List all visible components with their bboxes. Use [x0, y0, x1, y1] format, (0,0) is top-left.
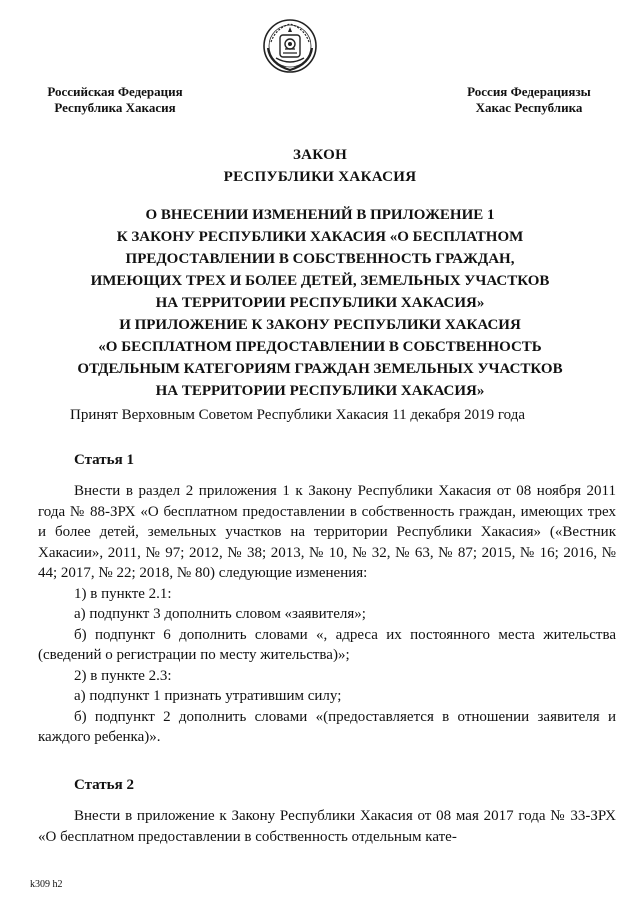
- header-left: [30, 84, 200, 116]
- law-title: [0, 144, 640, 188]
- law-subject-line: ПРЕДОСТАВЛЕНИИ В СОБСТВЕННОСТЬ ГРАЖДАН,: [125, 251, 515, 267]
- header-right: [444, 84, 614, 116]
- law-subject: [40, 204, 600, 402]
- article-2-heading: Статья 2: [74, 777, 134, 793]
- article-1-item: 2) в пункте 2.3:: [74, 667, 172, 684]
- article-1-heading: Статья 1: [74, 452, 134, 468]
- khakassia-coat-of-arms-icon: [262, 18, 318, 74]
- law-subject-line: К ЗАКОНУ РЕСПУБЛИКИ ХАКАСИЯ «О БЕСПЛАТНОМ: [116, 229, 524, 245]
- law-subject-line: НА ТЕРРИТОРИИ РЕСПУБЛИКИ ХАКАСИЯ»: [155, 295, 485, 311]
- header-left-line2: Республика Хакасия: [54, 100, 176, 115]
- law-subject-line: ОТДЕЛЬНЫМ КАТЕГОРИЯМ ГРАЖДАН ЗЕМЕЛЬНЫХ УЧАСТКОВ: [77, 361, 563, 377]
- article-2-paragraph: Внести в приложение к Закону Республики Хакасия от 08 мая 2017 года № 33-ЗРХ «О бесплатном предоставлении в собственность отдельным кате-: [38, 808, 616, 845]
- article-1-item: б) подпункт 6 дополнить словами «, адреса их постоянного места жительства (сведений о регистрации по месту жительства)»;: [38, 626, 616, 663]
- article-2-body: [38, 806, 616, 847]
- law-subject-line: ИМЕЮЩИХ ТРЕХ И БОЛЕЕ ДЕТЕЙ, ЗЕМЕЛЬНЫХ УЧАСТКОВ: [90, 273, 550, 289]
- article-1-body: [38, 481, 616, 748]
- adoption-statement: Принят Верховным Советом Республики Хакасия 11 декабря 2019 года: [70, 407, 525, 423]
- law-subject-line: «О БЕСПЛАТНОМ ПРЕДОСТАВЛЕНИИ В СОБСТВЕННОСТЬ: [98, 339, 542, 355]
- article-1-paragraph: Внести в раздел 2 приложения 1 к Закону Республики Хакасия от 08 ноября 2011 года № 88-ЗРХ «О бесплатном предоставлении в собственность граждан, имеющих трех и более детей, земельных участков на территории Республики Хакасия» («Вестник Хакасии», 2011, № 97; 2012, № 38; 2013, № 10, № 32, № 63, № 87; 2015, № 16; 2016, № 44; 2017, № 22; 2018, № 80) следующие изменения:: [38, 483, 616, 581]
- article-1-item: б) подпункт 2 дополнить словами «(предоставляется в отношении заявителя и каждого ребенка)».: [38, 708, 616, 745]
- article-1-item: а) подпункт 1 признать утратившим силу;: [74, 688, 342, 704]
- article-1-item: 1) в пункте 2.1:: [74, 585, 172, 602]
- header-left-line1: Российская Федерация: [47, 84, 183, 99]
- law-subject-line: И ПРИЛОЖЕНИЕ К ЗАКОНУ РЕСПУБЛИКИ ХАКАСИЯ: [119, 317, 521, 333]
- header-right-line1: Россия Федерациязы: [467, 84, 591, 99]
- article-1-item: а) подпункт 3 дополнить словом «заявителя»;: [74, 606, 366, 622]
- document-code: k309 h2: [30, 879, 63, 890]
- law-subject-line: НА ТЕРРИТОРИИ РЕСПУБЛИКИ ХАКАСИЯ»: [155, 383, 485, 399]
- law-subject-line: О ВНЕСЕНИИ ИЗМЕНЕНИЙ В ПРИЛОЖЕНИЕ 1: [145, 207, 495, 223]
- law-title-line1: ЗАКОН: [292, 147, 348, 163]
- law-title-line2: РЕСПУБЛИКИ ХАКАСИЯ: [223, 169, 417, 185]
- header-right-line2: Хакас Республика: [475, 100, 583, 115]
